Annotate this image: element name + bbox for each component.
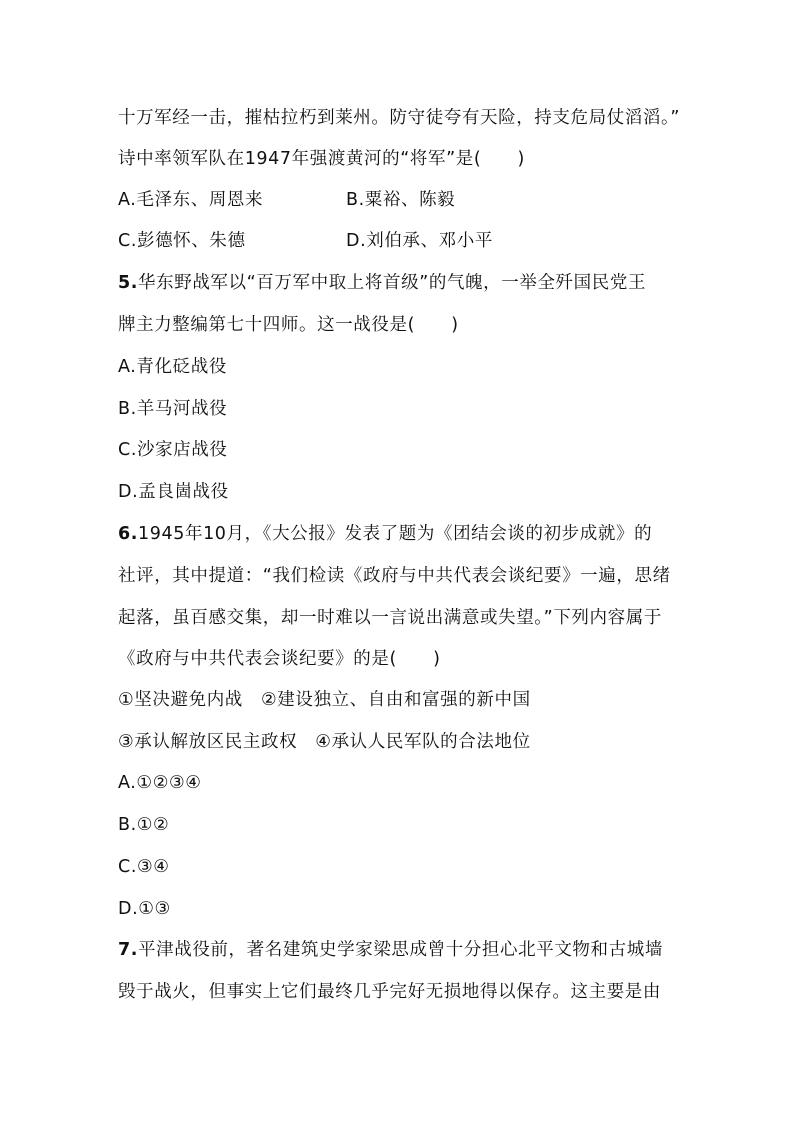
q4-option-a: A.毛泽东、周恩来 [118, 190, 264, 210]
q5-line-1 [118, 271, 646, 295]
q5-line-2: 牌主力整编第七十四师。这一战役是( ) [118, 315, 459, 335]
q7-number: 7. [118, 940, 139, 960]
q5-text-1: 华东野战军以“百万军中取上将首级”的气魄，一举全歼国民党王 [138, 273, 647, 293]
q5-option-b: B.羊马河战役 [118, 399, 228, 419]
q6-items-1: ①坚决避免内战 ②建设独立、自由和富强的新中国 [118, 690, 531, 710]
q5-option-c: C.沙家店战役 [118, 440, 228, 460]
q7-line-1 [118, 938, 663, 962]
q4-option-c: C.彭德怀、朱德 [118, 231, 246, 251]
q4-option-d: D.刘伯承、邓小平 [346, 231, 493, 251]
q6-line-3: 起落，虽百感交集，却一时难以一言说出满意或失望。”下列内容属于 [118, 608, 662, 628]
q4-option-row-1 [118, 188, 456, 212]
q6-number: 6. [118, 524, 139, 544]
q6-option-a: A.①②③④ [118, 773, 202, 793]
q4-line-2: 诗中率领军队在1947年强渡黄河的“将军”是( ) [118, 149, 525, 169]
q6-option-b: B.①② [118, 815, 170, 835]
q5-number: 5. [118, 273, 139, 293]
q7-line-2: 毁于战火，但事实上它们最终几乎完好无损地得以保存。这主要是由 [118, 982, 661, 1002]
q4-option-b: B.粟裕、陈毅 [346, 190, 456, 210]
q6-line-4: 《政府与中共代表会谈纪要》的是( ) [118, 649, 441, 669]
q7-text-1: 平津战役前，著名建筑史学家梁思成曾十分担心北平文物和古城墙 [138, 940, 663, 960]
q6-option-d: D.①③ [118, 899, 171, 919]
q5-option-a: A.青化砭战役 [118, 357, 227, 377]
q6-line-2: 社评，其中提道：“我们检读《政府与中共代表会谈纪要》一遍，思绪 [118, 566, 671, 586]
q6-text-1: 1945年10月，《大公报》发表了题为《团结会谈的初步成就》的 [138, 524, 653, 544]
q6-option-c: C.③④ [118, 857, 170, 877]
q4-option-row-2 [118, 229, 493, 253]
q6-items-2: ③承认解放区民主政权 ④承认人民军队的合法地位 [118, 732, 531, 752]
q4-line-1: 十万军经一击，摧枯拉朽到莱州。防守徒夸有天险，持支危局仗滔滔。” [118, 108, 681, 128]
q5-option-d: D.孟良崮战役 [118, 482, 229, 502]
q6-line-1 [118, 522, 652, 546]
